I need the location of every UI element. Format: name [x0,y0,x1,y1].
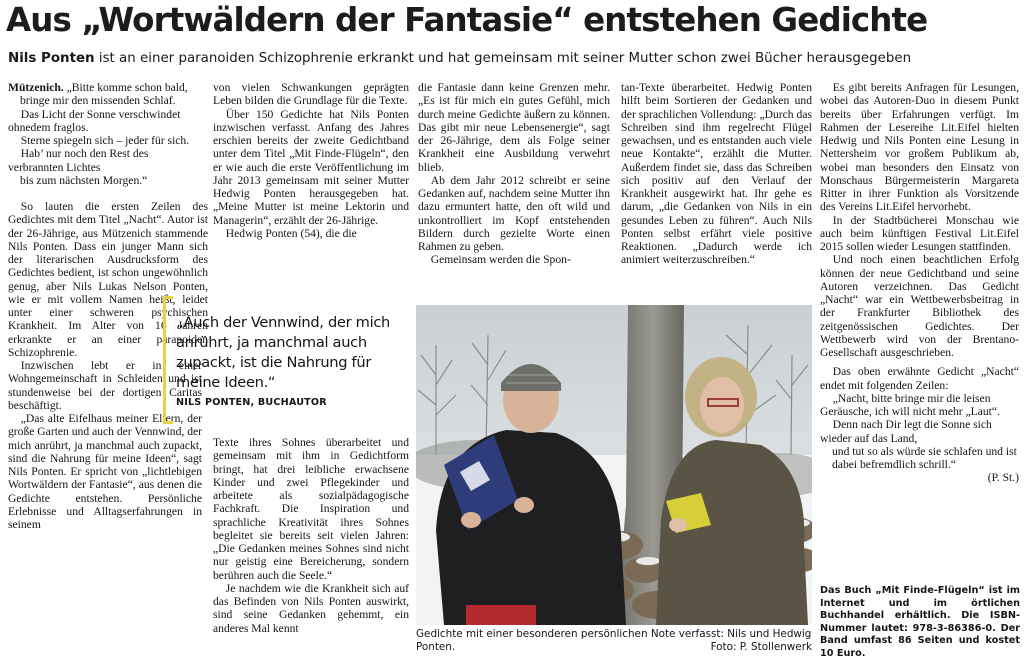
poem-line: bringe mir den missenden Schlaf. [20,94,176,108]
column-3 [418,81,610,267]
poem-line: Denn nach Dir legt die Sonne sich wieder auf das Land, [820,418,992,445]
article-headline: Aus „Wortwäldern der Fantasie“ entstehen Gedichte [6,1,928,39]
body-paragraph: In der Stadtbücherei Monschau wie auch beim künftigen Festival Lit.Eifel 2015 sollen wieder Lesungen stattfinden. [820,213,1019,253]
body-paragraph: Inzwischen lebt er in einer Wohngemeinschaft in Schleiden und ist stundenweise bei der dortigen Caritas beschäftigt. [8,359,202,412]
dateline: Mützenich. [8,81,64,94]
body-paragraph: die Fantasie dann keine Grenzen mehr. „Es ist für mich ein gutes Gefühl, mich durch meine Gedichte äußern zu können. Das gibt mir neue Lebensenergie“, sagt der 26-Jährige, dem als Folge seiner Krankheit eine Ausbildung verwehrt blieb. [418,81,610,174]
column-2-bottom [213,436,409,635]
body-paragraph: Texte ihres Sohnes überarbeitet und gemeinsam mit ihm in Gedichtform bringt, hat drei leibliche erwachsene Kinder und zwei Pflegekinder und arbeitete als sozialpädagogische Fachkraft. Die Inspiration und sprachliche Kreativität ihres Sohnes begleitet sie bereits seit vielen Jahren: „Die Gedanken meines Sohnes sind nicht nur geistig eine Bereicherung, sondern berühren auch die Seele.“ [213,436,409,582]
body-paragraph: „Das alte Eifelhaus meiner Eltern, der große Garten und auch der Vennwind, der mich anrührt, ja manchmal auch zupackt, sind die Nahrung für meine Ideen“, sagt Nils Ponten. Er spricht von „lichtlebigen Wortwäldern der Fantasie“, aus denen die Gedichte entstehen. Persönliche Erlebnisse und Alltagserfahrungen in seinem [8,412,202,531]
caption-text: Gedichte mit einer besonderen persönlichen Note verfasst: Nils und Hedwig Ponten. [416,628,812,653]
poem-line: „Nacht, bitte bringe mir die leisen Geräusche, ich will nicht mehr „Laut“. [820,391,1000,418]
poem-line: Sterne spiegeln sich – jeder für sich. [20,134,190,147]
body-paragraph: So lauten die ersten Zeilen des Gedichtes mit dem Titel „Nacht“. Autor ist der 26-Jährige, aus Mützenich stammende Nils Ponten. Dass ein junger Mann sich der literarischen Ausdrucksform des Gedichtes bedient, ist schon ungewöhnlich genug, aber Nils Lukas Nelson Ponten, wie er mit vollem Namen heißt, leidet unter einer schweren psychischen Krankheit. Im Alter von 16 Jahren erkrankte er an einer paranoiden Schizophrenie. [8,200,208,359]
poem-opening-line: „Bitte komme schon bald, [63,81,188,94]
body-paragraph: Ab dem Jahr 2012 schreibt er seine Gedanken auf, nachdem seine Mutter ihn dazu ermuntert hatte, den oft wild und unkontrolliert im Kopf entstehenden Bildern durch gezielte Worte einen Rahmen zu geben. [418,173,610,253]
body-paragraph: Über 150 Gedichte hat Nils Ponten inzwischen verfasst. Anfang des Jahres erschien bereits der zweite Gedichtband unter dem Titel „Mit Finde-Flügeln“, den er wie auch die erste Veröffentlichung im Jahr 2013 gemeinsam mit seiner Mutter Hedwig Ponten herausgegeben hat. „Meine Mutter ist meine Lektorin und Managerin“, erzählt der 26-Jährige. [213,107,409,227]
body-paragraph: Je nachdem wie die Krankheit sich auf das Befinden von Nils Ponten auswirkt, sind seine Gedanken gehemmt, ein anderes Mal kennt [213,581,409,635]
quote-bracket [163,296,173,424]
article-subheadline [8,47,1018,71]
column-4 [621,81,812,267]
pull-quote-author: NILS PONTEN, BUCHAUTOR [176,397,327,408]
column-5 [820,81,1019,485]
column-2-top [213,81,409,240]
photo-caption [416,628,812,654]
subheadline-name: Nils Ponten [8,51,95,66]
article-photo [416,305,812,625]
body-paragraph: Das oben erwähnte Gedicht „Nacht“ endet mit folgenden Zeilen: [820,365,1019,392]
photo-illustration [416,305,812,625]
body-paragraph: Es gibt bereits Anfragen für Lesungen, wobei das Autoren-Duo in diesem Punkt bereits über Erfahrungen verfügt. Im Rahmen der Lesereihe Lit.Eifel hielten Hedwig und Nils Ponten eine Lesung in Nettersheim vor großem Publikum ab, wobei man besonders den Einsatz von Monschaus Bürgermeisterin Margareta Ritter in ihrer Funktion als Vorsitzende des Vereins Lit.Eifel hervorhebt. [820,81,1019,214]
subheadline-text: ist an einer paranoiden Schizophrenie erkrankt und hat gemeinsam mit seiner Mutter schon zwei Bücher herausgegeben [94,51,912,66]
author-signoff: (P. St.) [987,471,1019,485]
body-paragraph: Und noch einen beachtlichen Erfolg können der neue Gedichtband und seine Autoren verzeichnen. Das Gedicht „Nacht“ war ein Wettbewerbsbeitrag in der Frankfurter Bibliothek des zeitgenössischen Gedichtes. Der Wettbewerb wird von der Brentano-Gesellschaft ausgeschrieben. [820,253,1019,359]
body-paragraph: Gemeinsam werden die Spon- [430,253,571,267]
poem-line: und tut so als würde sie schlafen und ist dabei befremdlich schrill.“ [832,444,1017,471]
pull-quote [163,296,409,424]
photo-credit: Foto: P. Stollenwerk [710,641,812,653]
poem-line: Hab’ nur noch den Rest des verbrannten Lichtes [8,147,149,174]
body-paragraph: tan-Texte überarbeitet. Hedwig Ponten hilft beim Sortieren der Gedanken und der sprachlichen Vollendung: „Durch das Schreiben sind ihm regelrecht Flügel gewachsen, und es entstanden auch viele neue Kontakte“, erzählt die Mutter. Außerdem findet sie, dass das Schreiben sich positiv auf den Verlauf der Krankheit ausgewirkt hat. Ihr gehe es darum, „die Gedanken von Nils in ein gesundes Leben zu führen“. Auch Nils Ponten selbst erfährt viele positive Reaktionen. „Dadurch werde ich animiert weiterzuschreiben.“ [621,81,812,267]
poem-line: Das Licht der Sonne verschwindet ohnedem fraglos. [8,107,181,134]
body-paragraph: Hedwig Ponten (54), die die [225,226,357,240]
poem-line: bis zum nächsten Morgen.“ [20,173,148,187]
book-info-box: Das Buch „Mit Finde-Flügeln“ ist im Internet und im örtlichen Buchhandel erhältlich. Die ISBN-Nummer lautet: 978-3-86386-0. Der Band umfast 86 Seiten und kostet 10 Euro. [820,585,1020,659]
pull-quote-text: „Auch der Vennwind, der mich anrührt, ja manchmal auch zupackt, ist die Nahrung für meine Ideen.“ [176,314,390,391]
poem-opening [8,81,202,94]
body-paragraph: von vielen Schwankungen geprägten Leben bilden die Grundlage für die Texte. [213,81,409,108]
